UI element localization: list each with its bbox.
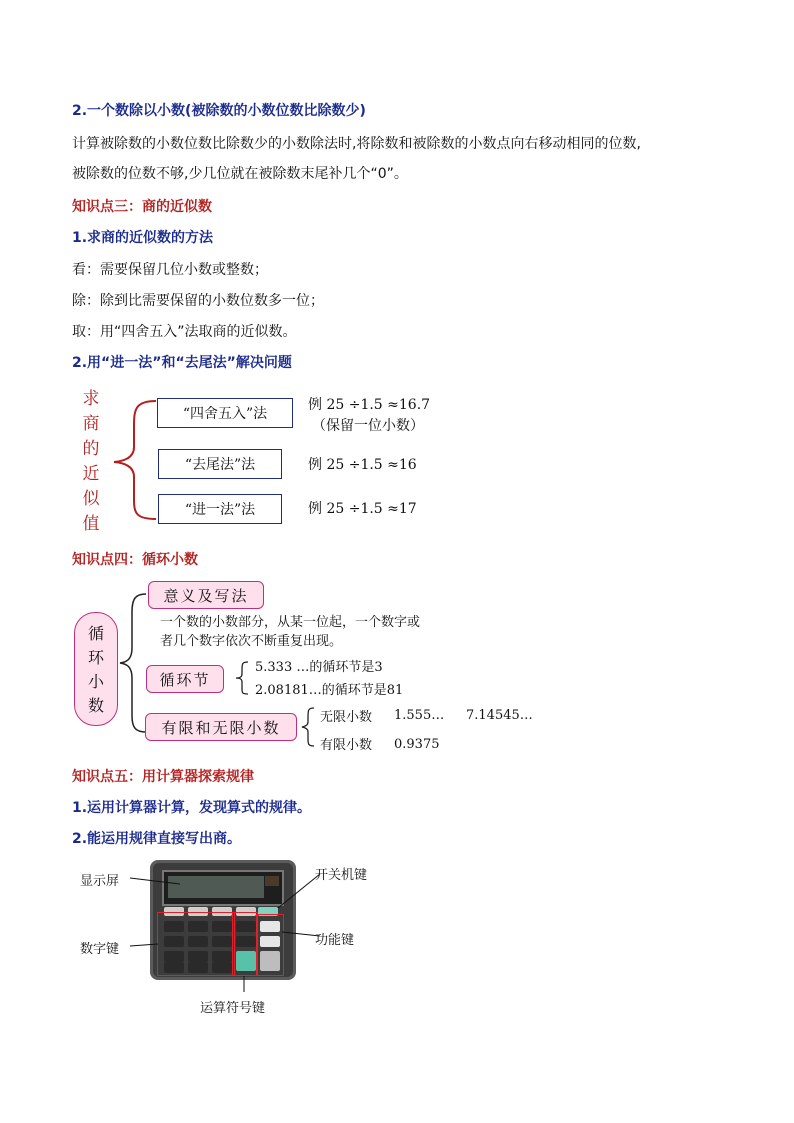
example-rounding-note: （保留一位小数） <box>312 418 424 434</box>
paragraph-line: 被除数的位数不够,少几位就在被除数末尾补几个“0”。 <box>72 166 408 182</box>
meaning-box: 意义及写法 <box>148 581 264 609</box>
cycle-example: 5.333 …的循环节是3 <box>255 660 383 675</box>
label-power-key: 开关机键 <box>315 868 368 883</box>
method-box-ceiling: “进一法”法 <box>158 494 282 524</box>
example-truncate: 例 25 ÷1.5 ≈16 <box>308 457 417 473</box>
kp5-heading: 知识点五：用计算器探索规律 <box>72 769 254 785</box>
example-ceiling: 例 25 ÷1.5 ≈17 <box>308 501 417 517</box>
finite-example: 0.9375 <box>394 737 440 752</box>
finite-infinite-box: 有限和无限小数 <box>145 713 297 741</box>
kp4-heading: 知识点四：循环小数 <box>72 552 198 568</box>
step-divide: 除：除到比需要保留的小数位数多一位； <box>72 293 324 309</box>
infinite-label: 无限小数 <box>320 710 373 725</box>
topic-oval: 循 环 小 数 <box>74 612 118 726</box>
finite-label: 有限小数 <box>320 738 373 753</box>
cycle-example: 2.08181…的循环节是81 <box>255 683 404 698</box>
label-operator-keys: 运算符号键 <box>200 1001 266 1016</box>
infinite-example: 1.555… <box>394 708 445 723</box>
kp3-sub2: 2.用“进一法”和“去尾法”解决问题 <box>72 355 292 371</box>
example-rounding: 例 25 ÷1.5 ≈16.7 <box>308 397 431 413</box>
step-look: 看：需要保留几位小数或整数； <box>72 262 268 278</box>
diagram-title-vertical: 求 商 的 近 似 值 <box>82 389 100 534</box>
infinite-example: 7.14545… <box>466 708 533 723</box>
kp3-sub1: 1.求商的近似数的方法 <box>72 230 214 246</box>
brace-icon <box>232 660 254 696</box>
paragraph-line: 计算被除数的小数位数比除数少的小数除法时,将除数和被除数的小数点向右移动相同的位数, <box>72 136 641 152</box>
label-function-keys: 功能键 <box>315 933 355 948</box>
step-take: 取：用“四舍五入”法取商的近似数。 <box>72 324 297 340</box>
meaning-text: 一个数的小数部分，从某一位起，一个数字或 <box>160 615 421 630</box>
section-heading: 2.一个数除以小数(被除数的小数位数比除数少) <box>72 103 366 119</box>
method-box-truncate: “去尾法”法 <box>158 449 282 479</box>
label-number-keys: 数字键 <box>80 942 120 957</box>
kp3-heading: 知识点三：商的近似数 <box>72 199 212 215</box>
brace-icon <box>298 706 320 748</box>
meaning-text: 者几个数字依次不断重复出现。 <box>160 634 343 649</box>
cycle-box: 循环节 <box>146 665 224 693</box>
label-display: 显示屏 <box>80 874 120 889</box>
kp5-item: 1.运用计算器计算，发现算式的规律。 <box>72 800 312 816</box>
method-box-rounding: “四舍五入”法 <box>157 398 293 428</box>
kp5-item: 2.能运用规律直接写出商。 <box>72 831 242 847</box>
